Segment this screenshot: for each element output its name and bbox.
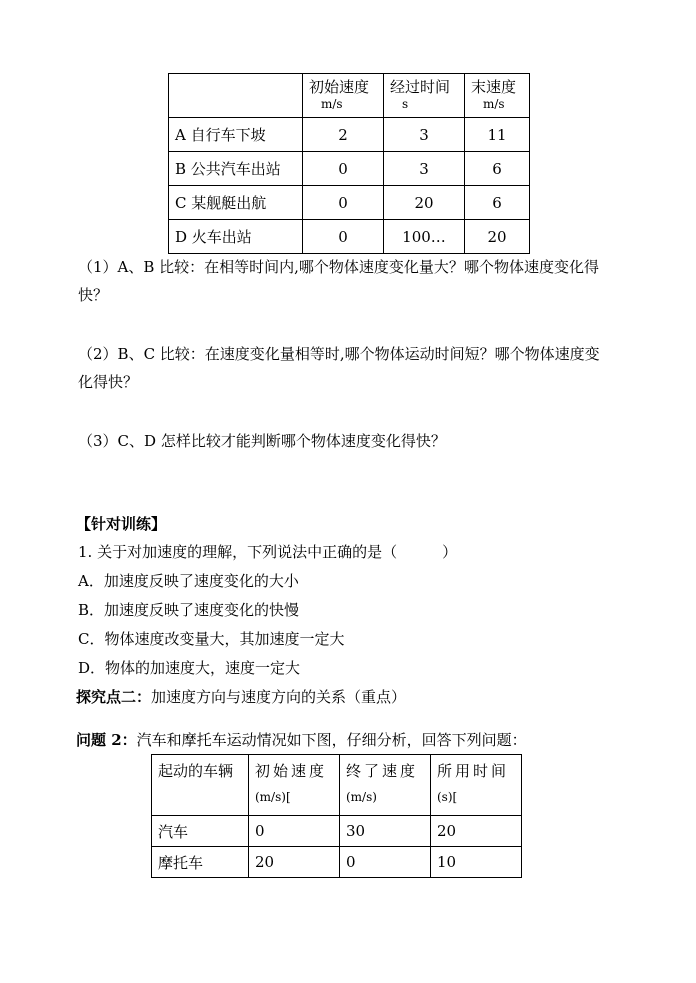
table-cell: 20 bbox=[384, 186, 465, 220]
question-1-line1: （1）A、B 比较：在相等时间内,哪个物体速度变化量大？哪个物体速度变化得 bbox=[78, 258, 599, 276]
table-cell: 10 bbox=[431, 847, 522, 878]
header-label: 初始速度 bbox=[309, 78, 370, 96]
table-header-cell bbox=[340, 755, 431, 816]
row-label: 汽车 bbox=[152, 816, 249, 847]
table-cell: 30 bbox=[340, 816, 431, 847]
option-b: B．加速度反映了速度变化的快慢 bbox=[78, 601, 300, 619]
header-label: 起动的车辆 bbox=[158, 762, 234, 780]
question-3: （3）C、D 怎样比较才能判断哪个物体速度变化得快？ bbox=[78, 432, 446, 450]
table-header-cell bbox=[384, 74, 465, 118]
header-label: 末速度 bbox=[471, 78, 517, 96]
vehicle-start-table bbox=[151, 754, 522, 878]
table-header-cell bbox=[169, 74, 303, 118]
table-cell: 6 bbox=[465, 152, 530, 186]
table-cell: 0 bbox=[303, 152, 384, 186]
table-cell: 3 bbox=[384, 152, 465, 186]
header-unit: (m/s)[ bbox=[255, 790, 291, 804]
table-cell: 20 bbox=[465, 220, 530, 254]
table-cell: 20 bbox=[431, 816, 522, 847]
table-cell: 3 bbox=[384, 118, 465, 152]
problem-2-heading bbox=[76, 730, 527, 750]
table-cell: 6 bbox=[465, 186, 530, 220]
problem-2-text: 汽车和摩托车运动情况如下图，仔细分析，回答下列问题： bbox=[136, 731, 527, 749]
row-label: 摩托车 bbox=[152, 847, 249, 878]
explore-point-heading bbox=[76, 687, 406, 707]
header-label: 终了速度 bbox=[346, 762, 419, 780]
question-2-line1: （2）B、C 比较：在速度变化量相等时,哪个物体运动时间短？哪个物体速度变 bbox=[78, 345, 600, 363]
question-2-line2: 化得快？ bbox=[78, 373, 139, 391]
table-row bbox=[169, 118, 530, 152]
table-row bbox=[169, 152, 530, 186]
table-cell: 0 bbox=[303, 220, 384, 254]
header-unit: (s)[ bbox=[437, 790, 458, 804]
table-row bbox=[169, 186, 530, 220]
row-label: B 公共汽车出站 bbox=[169, 152, 303, 186]
table-header-row bbox=[152, 755, 522, 816]
table-header-cell bbox=[465, 74, 530, 118]
table-cell: 20 bbox=[249, 847, 340, 878]
table-cell: 11 bbox=[465, 118, 530, 152]
header-unit: (m/s) bbox=[346, 790, 377, 804]
header-unit: m/s bbox=[483, 97, 505, 111]
table-cell: 2 bbox=[303, 118, 384, 152]
table-header-cell bbox=[303, 74, 384, 118]
header-label: 经过时间 bbox=[390, 78, 451, 96]
option-d: D．物体的加速度大，速度一定大 bbox=[78, 659, 301, 677]
table-header-row bbox=[169, 74, 530, 118]
header-unit: s bbox=[402, 97, 409, 111]
header-label: 初始速度 bbox=[255, 762, 328, 780]
explore-label: 探究点二： bbox=[76, 688, 152, 706]
table-row bbox=[152, 847, 522, 878]
training-title: 【针对训练】 bbox=[76, 515, 167, 533]
table-cell: 0 bbox=[249, 816, 340, 847]
table-header-cell bbox=[249, 755, 340, 816]
header-label: 所用时间 bbox=[437, 762, 510, 780]
table-row bbox=[169, 220, 530, 254]
table-cell: 0 bbox=[303, 186, 384, 220]
table-header-cell bbox=[431, 755, 522, 816]
explore-text: 加速度方向与速度方向的关系（重点） bbox=[151, 688, 407, 706]
row-label: C 某舰艇出航 bbox=[169, 186, 303, 220]
table-row bbox=[152, 816, 522, 847]
problem-2-label: 问题 2： bbox=[76, 731, 137, 749]
row-label: D 火车出站 bbox=[169, 220, 303, 254]
training-question: 1. 关于对加速度的理解，下列说法中正确的是（ ） bbox=[78, 543, 458, 561]
table-cell: 100… bbox=[384, 220, 465, 254]
question-1-line2: 快？ bbox=[78, 286, 109, 304]
option-a: A．加速度反映了速度变化的大小 bbox=[78, 572, 299, 590]
speed-comparison-table bbox=[168, 73, 530, 254]
option-c: C．物体速度改变量大，其加速度一定大 bbox=[78, 630, 345, 648]
table-header-cell bbox=[152, 755, 249, 816]
header-unit: m/s bbox=[321, 97, 343, 111]
table-cell: 0 bbox=[340, 847, 431, 878]
row-label: A 自行车下坡 bbox=[169, 118, 303, 152]
